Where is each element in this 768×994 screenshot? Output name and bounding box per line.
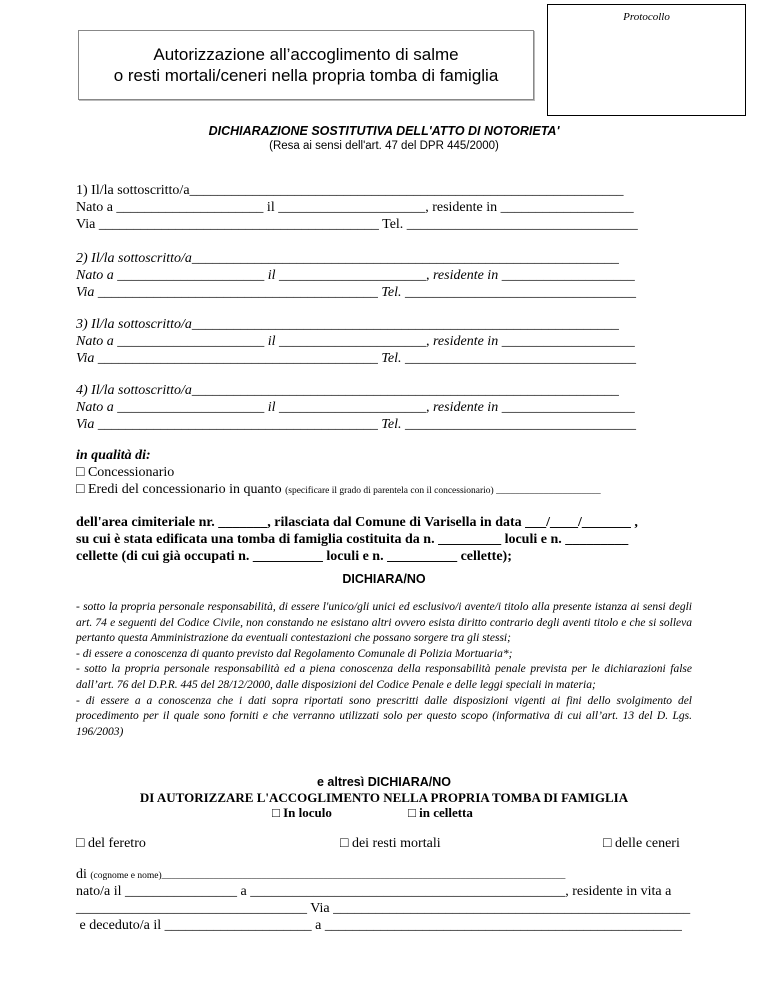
protocol-label: Protocollo [623,11,670,23]
title-box [78,30,534,100]
person-2-birth-line[interactable]: Nato a _____________________ il _____________________, residente in ___________________ [76,268,635,283]
declaration-subheading: (Resa ai sensi dell'art. 47 del DPR 445/2000) [269,140,499,152]
person-1-name-line[interactable]: 1) Il/la sottoscritto/a______________________________________________________________ [76,183,624,198]
placement-celletta-option[interactable]: □ in celletta [408,805,473,820]
person-3-name-line[interactable]: 3) Il/la sottoscritto/a_____________________________________________________________ [76,317,619,332]
area-line-2[interactable]: su cui è stata edificata una tomba di famiglia costituita da n. _________ loculi e n. _________ [76,532,629,547]
remains-feretro-option[interactable]: □ del feretro [76,836,146,851]
person-2-name-line[interactable]: 2) Il/la sottoscritto/a_____________________________________________________________ [76,251,619,266]
protocol-box [547,4,746,116]
person-3-address-line[interactable]: Via ________________________________________ Tel. _________________________________ [76,351,637,366]
person-4-birth-line[interactable]: Nato a _____________________ il _____________________, residente in ___________________ [76,400,635,415]
authorize-heading: e altresì DICHIARA/NO [316,775,452,789]
declaration-heading: DICHIARAZIONE SOSTITUTIVA DELL'ATTO DI NOTORIETA' [208,124,560,138]
person-1-birth-line[interactable]: Nato a _____________________ il _____________________, residente in ___________________ [76,200,634,215]
person-4-name-line[interactable]: 4) Il/la sottoscritto/a_____________________________________________________________ [76,383,619,398]
title-line-1: Autorizzazione all’accoglimento di salme [153,45,459,64]
person-3-birth-line[interactable]: Nato a _____________________ il _____________________, residente in ___________________ [76,334,635,349]
capacity-option-concessionario[interactable]: □ Concessionario [76,465,175,480]
capacity-option-eredi-label: □ Eredi del concessionario in quanto [76,482,286,497]
deceased-death-line[interactable]: e deceduto/a il _____________________ a ___________________________________________________ [76,918,682,933]
person-2-address-line[interactable]: Via ________________________________________ Tel. _________________________________ [76,285,637,300]
deceased-residence-line[interactable]: _________________________________ Via ___________________________________________________ [76,901,691,916]
remains-resti-option[interactable]: □ dei resti mortali [340,836,441,851]
area-line-3[interactable]: cellette (di cui già occupati n. __________ loculi e n. __________ cellette); [76,549,512,564]
dichiara-heading: DICHIARA/NO [342,572,426,586]
area-line-1[interactable]: dell'area cimiteriale nr. _______, rilasciata dal Comune di Varisella in data ___/____/_______ , [76,515,638,530]
placement-loculo-option[interactable]: □ In loculo [272,805,332,820]
deceased-di-label: di [76,867,91,882]
dichiara-body: - sotto la propria personale responsabilità, di essere l'unico/gli unici ed esclusivo/i avente/i titolo alla presente istanza ai sensi degli art. 74 e seguenti del Codice Civile, non constando ne esistano altri ovvero esista diritto contrario degli aventi titolo e che si solleva pertanto questa Amministrazione da eventuali contestazioni che possano sorgere tra gli stessi; - di essere a conoscenza di quanto previsto dal Regolamento Comunale di Polizia Mortuaria*; - sotto la propria personale responsabilità ed a piena conoscenza della responsabilità penale prevista per le dichiarazioni false dall’art. 76 del D.P.R. 445 del 28/12/2000, dalle disposizioni del Codice Penale e delle leggi speciali in materia; - di essere a a conoscenza che i dati sopra riportati sono prescritti dalle disposizioni vigenti ai fini dello svolgimento del procedimento per il quale sono forniti e che verranno utilizzati solo per questo scopo (informativa di cui all’art. 13 del D. Lgs. 196/2003) [76,601,692,738]
deceased-name-note: (cognome e nome)_____________________________________________________________________________________ [90,871,566,881]
capacity-option-eredi-note: (specificare il grado di parentela con il concessionario) ______________________ [285,486,601,496]
title-line-2: o resti mortali/ceneri nella propria tomba di famiglia [113,66,499,85]
deceased-birth-line[interactable]: nato/a il ________________ a _____________________________________________, residente in vita a [76,884,672,899]
capacity-option-eredi[interactable] [76,481,601,500]
person-4-address-line[interactable]: Via ________________________________________ Tel. _________________________________ [76,417,637,432]
authorize-subheading: DI AUTORIZZARE L'ACCOGLIMENTO NELLA PROPRIA TOMBA DI FAMIGLIA [139,790,629,805]
remains-ceneri-option[interactable]: □ delle ceneri [603,836,680,851]
person-1-address-line[interactable]: Via ________________________________________ Tel. _________________________________ [76,217,638,232]
capacity-heading: in qualità di: [76,448,151,463]
